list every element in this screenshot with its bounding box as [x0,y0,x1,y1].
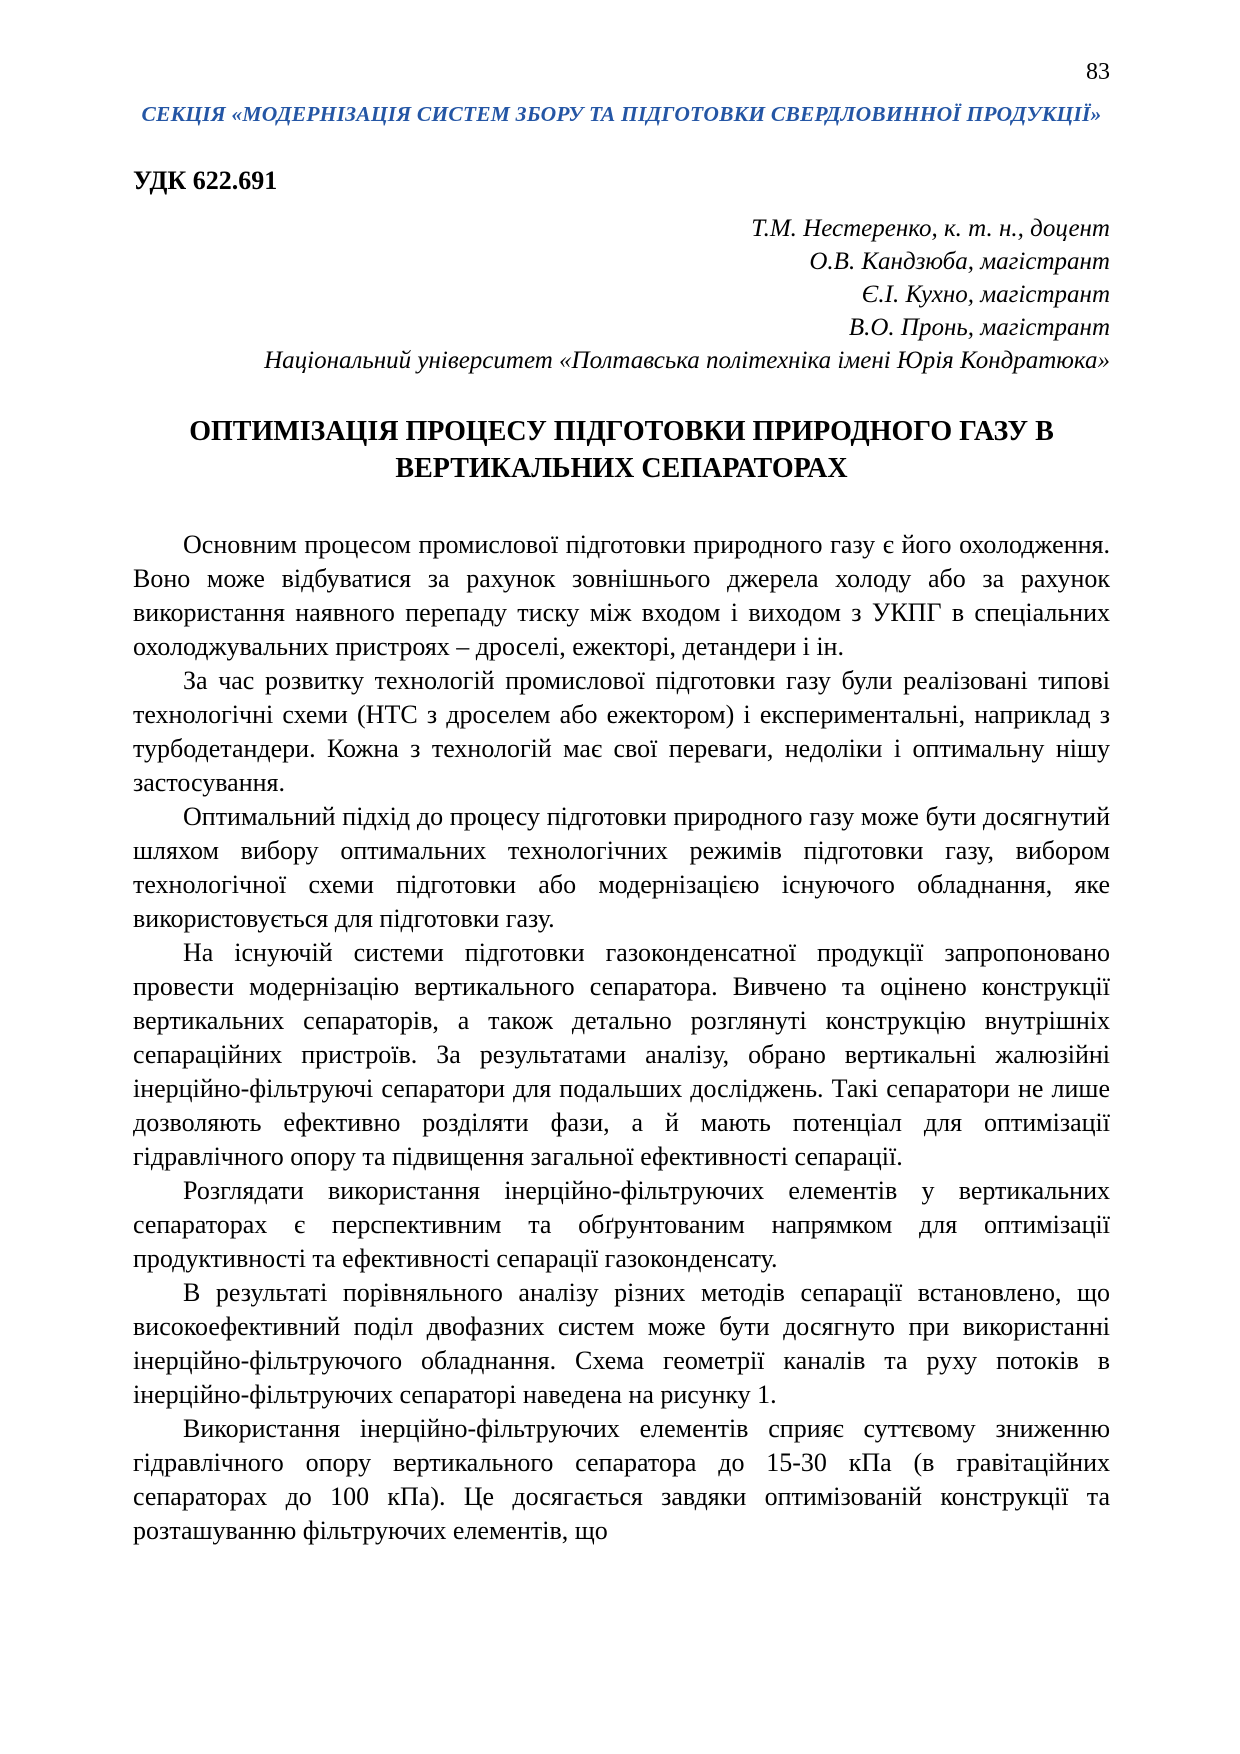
author-line: В.О. Пронь, магістрант [848,313,1110,341]
author-line: Т.М. Нестеренко, к. т. н., доцент [751,214,1110,242]
body-paragraph: В результаті порівняльного аналізу різних методів сепарації встановлено, що високоефективний поділ двофазних систем може бути досягнуто при використанні інерційно-фільтруючого обладнання. Схема геометрії каналів та руху потоків в інерційно-фільтруючих сепараторі наведена на рисунку 1. [133,1278,1110,1410]
article-body [133,528,1110,1548]
body-paragraph: За час розвитку технологій промислової підготовки газу були реалізовані типові технологічні схеми (НТС з дроселем або ежектором) і експериментальні, наприклад з турбодетандери. Кожна з технологій має свої переваги, недоліки і оптимальну нішу застосування. [133,666,1110,798]
authors-block [133,212,1110,377]
body-paragraph: Оптимальний підхід до процесу підготовки природного газу може бути досягнутий шляхом вибору оптимальних технологічних режимів підготовки газу, вибором технологічної схеми підготовки або модернізацією існуючого обладнання, яке використовується для підготовки газу. [133,802,1110,934]
article-title: ОПТИМІЗАЦІЯ ПРОЦЕСУ ПІДГОТОВКИ ПРИРОДНОГО ГАЗУ В ВЕРТИКАЛЬНИХ СЕПАРАТОРАХ [189,415,1054,485]
section-header: СЕКЦІЯ «МОДЕРНІЗАЦІЯ СИСТЕМ ЗБОРУ ТА ПІДГОТОВКИ СВЕРДЛОВИННОЇ ПРОДУКЦІЇ» [141,101,1102,126]
affiliation: Національний університет «Полтавська політехніка імені Юрія Кондратюка» [264,346,1110,374]
body-paragraph: Основним процесом промислової підготовки природного газу є його охолодження. Воно може відбуватися за рахунок зовнішнього джерела холоду або за рахунок використання наявного перепаду тиску між входом і виходом з УКПГ в спеціальних охолоджувальних пристроях – дроселі, ежекторі, детандери і ін. [133,530,1110,662]
body-paragraph: Використання інерційно-фільтруючих елементів сприяє суттєвому зниженню гідравлічного опору вертикального сепаратора до 15-30 кПа (в гравітаційних сепараторах до 100 кПа). Це досягається завдяки оптимізованій конструкції та розташуванню фільтруючих елементів, що [133,1414,1110,1546]
udc-code: УДК 622.691 [133,165,278,195]
author-line: О.В. Кандзюба, магістрант [809,247,1110,275]
body-paragraph: На існуючій системи підготовки газоконденсатної продукції запропоновано провести модернізацію вертикального сепаратора. Вивчено та оцінено конструкції вертикальних сепараторів, а також детально розглянуті конструкцію внутрішніх сепараційних пристроїв. За результатами аналізу, обрано вертикальні жалюзійні інерційно-фільтруючі сепаратори для подальших досліджень. Такі сепаратори не лише дозволяють ефективно розділяти фази, а й мають потенціал для оптимізації гідравлічного опору та підвищення загальної ефективності сепарації. [133,938,1110,1172]
page-number: 83 [1086,59,1110,85]
body-paragraph: Розглядати використання інерційно-фільтруючих елементів у вертикальних сепараторах є перспективним та обґрунтованим напрямком для оптимізації продуктивності та ефективності сепарації газоконденсату. [133,1176,1110,1274]
author-line: Є.І. Кухно, магістрант [861,280,1110,308]
